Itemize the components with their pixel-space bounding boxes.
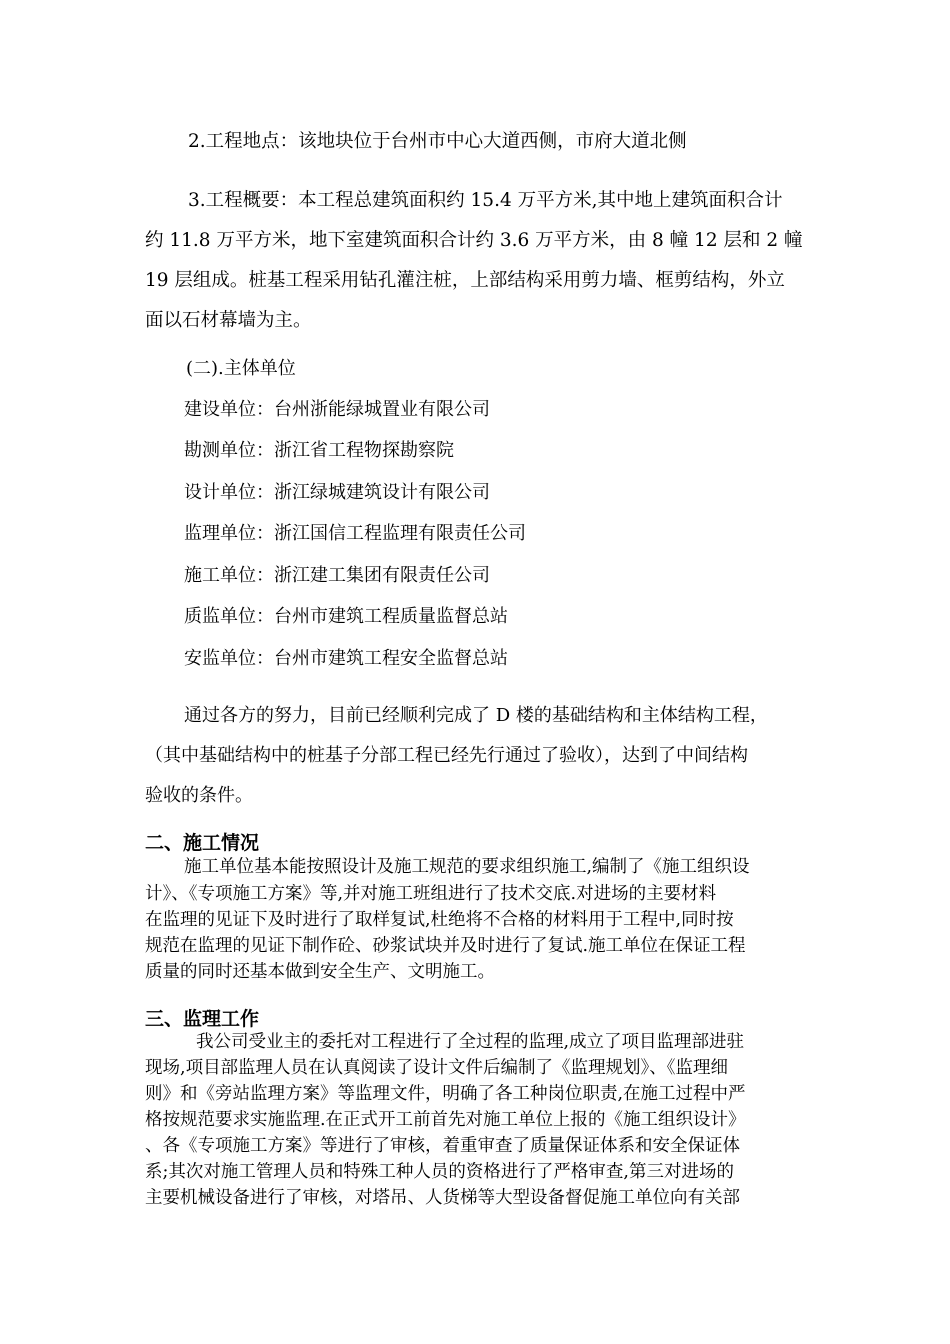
section-3-line: 系;其次对施工管理人员和特殊工种人员的资格进行了严格审查,第三对进场的 [145, 1162, 734, 1182]
unit-item: 安监单位：台州市建筑工程安全监督总站 [184, 648, 508, 669]
overview-line: 面以石材幕墙为主。 [145, 310, 312, 331]
section-3-line: 格按规范要求实施监理.在正式开工前首先对施工单位上报的《施工组织设计》 [145, 1110, 746, 1130]
section-3-line: 我公司受业主的委托对工程进行了全过程的监理,成立了项目监理部进驻 [196, 1032, 745, 1052]
progress-line: 验收的条件。 [145, 785, 253, 806]
unit-item: 建设单位：台州浙能绿城置业有限公司 [184, 399, 490, 420]
section-3-line: 则》和《旁站监理方案》等监理文件，明确了各工种岗位职责,在施工过程中严 [145, 1084, 746, 1104]
section-2-line: 施工单位基本能按照设计及施工规范的要求组织施工,编制了《施工组织设 [184, 857, 750, 877]
unit-item: 设计单位：浙江绿城建筑设计有限公司 [184, 482, 490, 503]
section-3-line: 主要机械设备进行了审核，对塔吊、人货梯等大型设备督促施工单位向有关部 [145, 1188, 740, 1208]
progress-line: 通过各方的努力，目前已经顺利完成了 D 楼的基础结构和主体结构工程， [184, 705, 768, 726]
section-3-line: 现场,项目部监理人员在认真阅读了设计文件后编制了《监理规划》、《监理细 [145, 1058, 729, 1078]
unit-item: 监理单位：浙江国信工程监理有限责任公司 [184, 523, 526, 544]
units-title: (二).主体单位 [186, 358, 296, 379]
unit-item: 质监单位：台州市建筑工程质量监督总站 [184, 606, 508, 627]
section-2-line: 计》、《专项施工方案》等,并对施工班组进行了技术交底.对进场的主要材料 [145, 884, 717, 904]
section-2-title: 二、施工情况 [145, 832, 260, 854]
overview-line: 3.工程概要：本工程总建筑面积约 15.4 万平方米,其中地上建筑面积合计 [188, 190, 783, 211]
section-2-line: 质量的同时还基本做到安全生产、文明施工。 [145, 962, 495, 982]
overview-line: 约 11.8 万平方米，地下室建筑面积合计约 3.6 万平方米，由 8 幢 12 层和 2 幢 [145, 230, 803, 251]
unit-item: 施工单位：浙江建工集团有限责任公司 [184, 565, 490, 586]
progress-line: （其中基础结构中的桩基子分部工程已经先行通过了验收），达到了中间结构 [145, 745, 748, 766]
unit-item: 勘测单位：浙江省工程物探勘察院 [184, 440, 454, 461]
location-line: 2.工程地点：该地块位于台州市中心大道西侧，市府大道北侧 [188, 131, 687, 152]
section-2-line: 规范在监理的见证下制作砼、砂浆试块并及时进行了复试.施工单位在保证工程 [145, 936, 746, 956]
overview-line: 19 层组成。桩基工程采用钻孔灌注桩，上部结构采用剪力墙、框剪结构，外立 [145, 270, 785, 291]
section-3-line: 、各《专项施工方案》等进行了审核，着重审查了质量保证体系和安全保证体 [145, 1136, 740, 1156]
section-2-line: 在监理的见证下及时进行了取样复试,杜绝将不合格的材料用于工程中,同时按 [145, 910, 734, 930]
section-3-title: 三、监理工作 [145, 1008, 260, 1030]
